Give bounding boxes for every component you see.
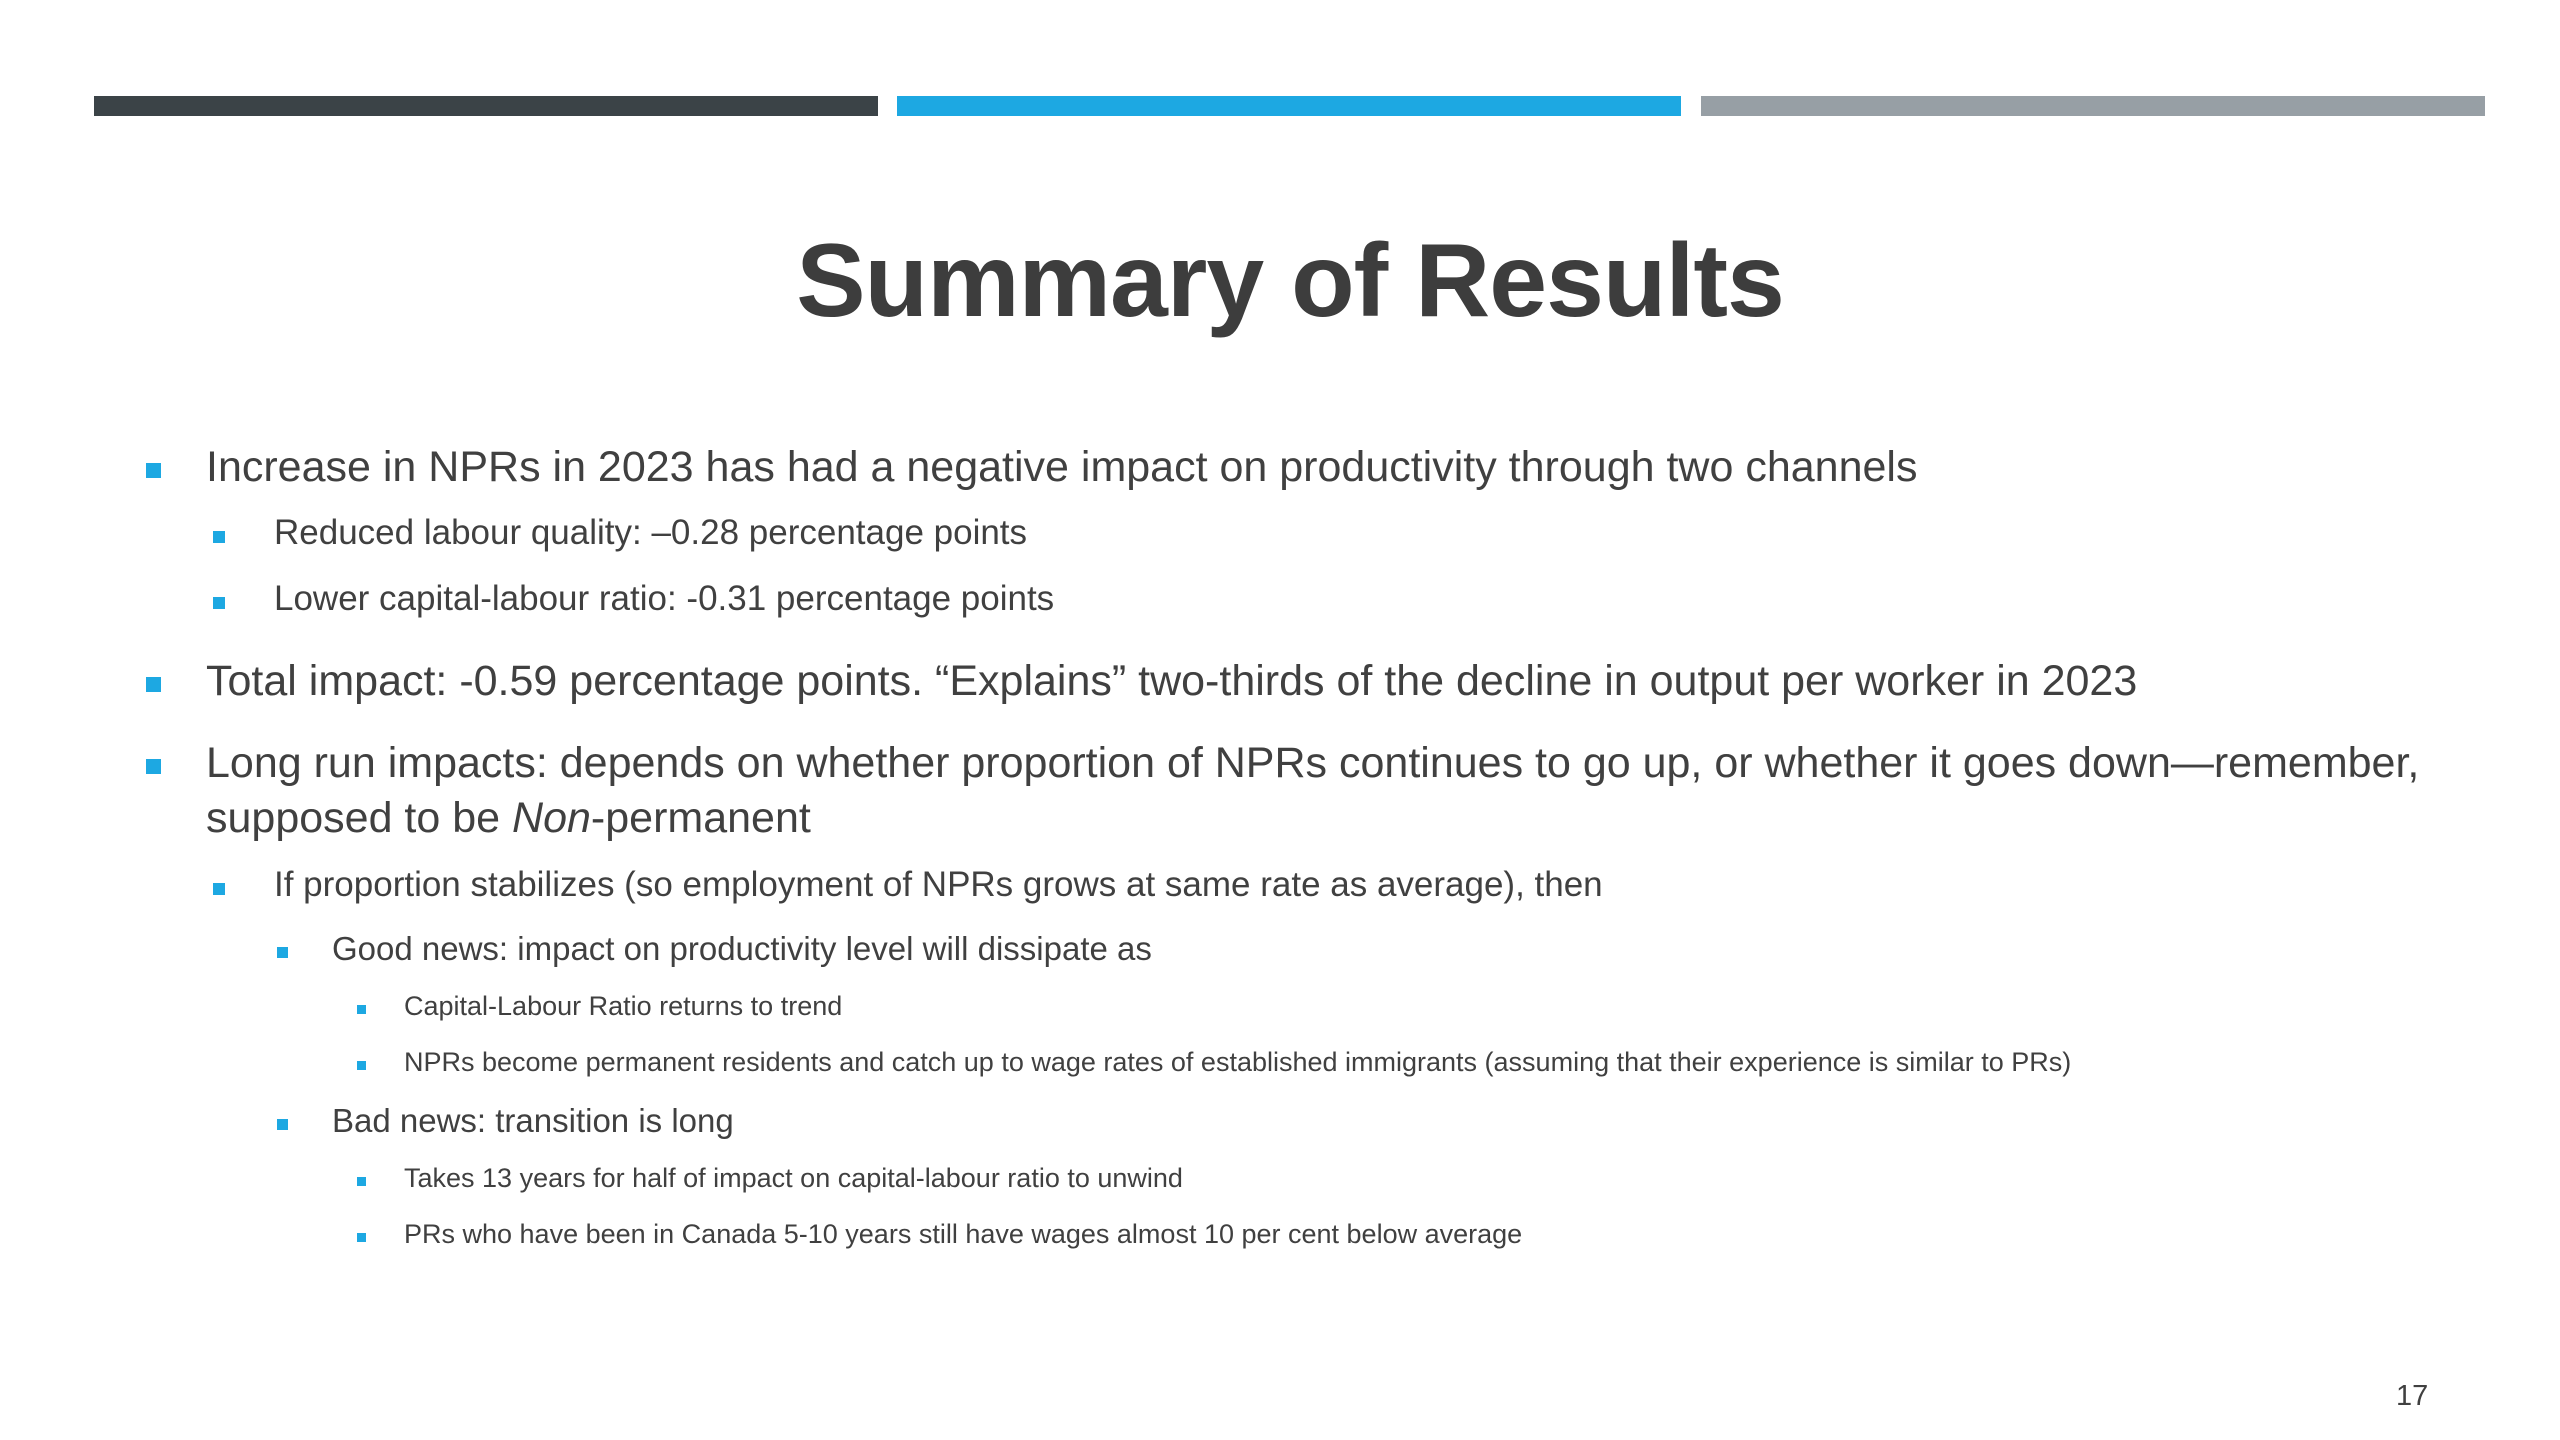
bullet-text: NPRs become permanent residents and catch up to wage rates of established immigrants (assuming that their experience is similar to PRs) xyxy=(404,1047,2072,1077)
bullet-text: Capital-Labour Ratio returns to trend xyxy=(404,991,843,1021)
square-bullet-icon xyxy=(357,1177,366,1186)
page-number: 17 xyxy=(2396,1380,2429,1412)
emphasis-text: Non xyxy=(512,794,591,842)
square-bullet-icon xyxy=(213,597,225,609)
bullet-text: Increase in NPRs in 2023 has had a negative impact on productivity through two channels xyxy=(206,443,1918,491)
square-bullet-icon xyxy=(146,677,161,692)
square-bullet-icon xyxy=(213,531,225,543)
bullet-text: Good news: impact on productivity level will dissipate as xyxy=(332,930,1152,967)
bullet-text: Reduced labour quality: –0.28 percentage points xyxy=(274,513,1028,552)
bullet-text-continued xyxy=(206,794,811,843)
bullet-text: Total impact: -0.59 percentage points. “Explains” two-thirds of the decline in output per worker in 2023 xyxy=(206,657,2138,705)
bullet-text: Bad news: transition is long xyxy=(332,1102,734,1139)
bullet-text-part: supposed to be xyxy=(206,794,513,842)
square-bullet-icon xyxy=(277,1119,288,1130)
bullet-text: If proportion stabilizes (so employment of NPRs grows at same rate as average), then xyxy=(274,865,1603,904)
bullet-text: PRs who have been in Canada 5-10 years still have wages almost 10 per cent below average xyxy=(404,1219,1523,1249)
square-bullet-icon xyxy=(277,947,288,958)
bullet-text-part: -permanent xyxy=(590,794,811,842)
square-bullet-icon xyxy=(357,1005,366,1014)
square-bullet-icon xyxy=(357,1061,366,1070)
bullet-text: Long run impacts: depends on whether proportion of NPRs continues to go up, or whether it goes down—remember, xyxy=(206,739,2420,787)
square-bullet-icon xyxy=(146,759,161,774)
bullet-text: Lower capital-labour ratio: -0.31 percentage points xyxy=(274,579,1055,618)
square-bullet-icon xyxy=(357,1233,366,1242)
bullet-text: Takes 13 years for half of impact on capital-labour ratio to unwind xyxy=(404,1163,1183,1193)
square-bullet-icon xyxy=(213,883,225,895)
slide-title: Summary of Results xyxy=(796,223,1784,339)
square-bullet-icon xyxy=(146,463,161,478)
